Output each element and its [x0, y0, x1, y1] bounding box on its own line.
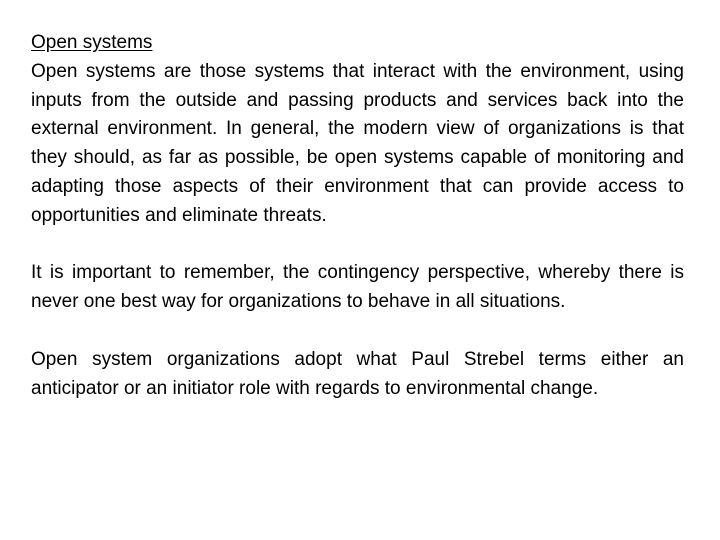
paragraph-open-systems-definition: Open systems are those systems that interact with the environment, using inputs from the outside and passing products and services back into the external environment. In general, the modern view of organizations is that they should, as far as possible, be open systems capable of monitoring and adapting those aspects of their environment that can provide access to opportunities and eliminate threats.: [31, 60, 684, 226]
paragraph-contingency-perspective: It is important to remember, the contingency perspective, whereby there is never one best way for organizations to behave in all situations.: [31, 262, 684, 313]
slide-heading: Open systems: [31, 32, 153, 53]
paragraph-spacer: [31, 231, 684, 260]
slide-content: [31, 29, 684, 403]
paragraph-strebel-roles: Open system organizations adopt what Paul Strebel terms either an anticipator or an initiator role with regards to environmental change.: [31, 348, 684, 399]
paragraph-spacer: [31, 317, 684, 346]
